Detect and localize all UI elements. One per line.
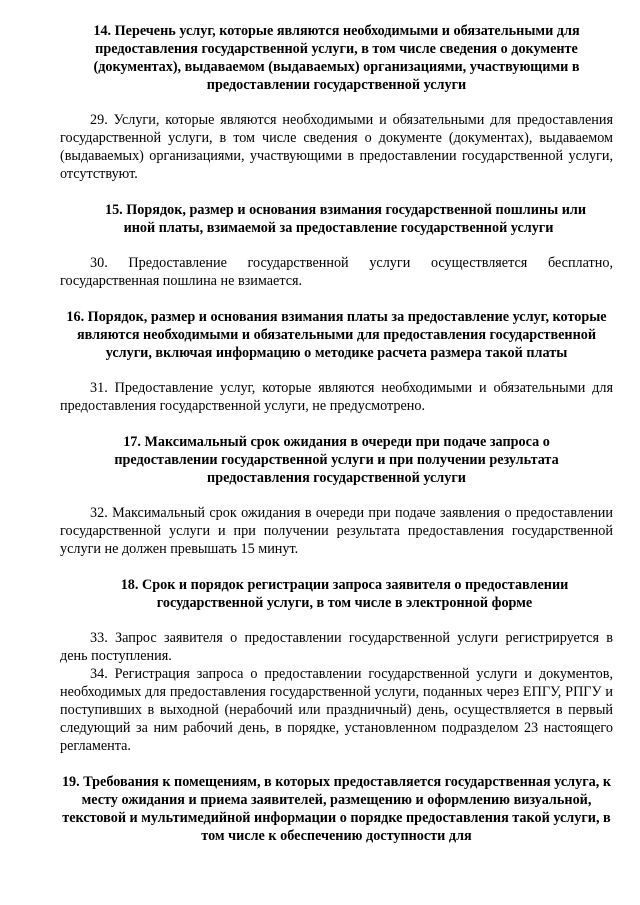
section-18-heading: 18. Срок и порядок регистрации запроса заявителя о предоставлении государственной услуги, в том числе в электронной форме (120, 577, 569, 611)
paragraph-29: 29. Услуги, которые являются необходимыми и обязательными для предоставления государственной услуги, в том числе сведения о документе (документах), выдаваемом (выдаваемых) организациями, участвующими в предоставлении государственной услуги, отсутствуют. (60, 112, 613, 182)
section-15-heading (60, 201, 613, 237)
paragraph-34: 34. Регистрация запроса о предоставлении государственной услуги и документов, необходимых для предоставления государственной услуги, поданных через ЕПГУ, РПГУ и поступивших в выходной (нерабочий или праздничный) день, осуществляется в первый следующий за ним рабочий день, в порядке, установленном подразделом 23 настоящего регламента. (60, 666, 613, 754)
paragraph-33: 33. Запрос заявителя о предоставлении государственной услуги регистрируется в день поступления. (60, 630, 613, 664)
document-page (60, 22, 613, 845)
section-15-heading-line1: 15. Порядок, размер и основания взимания государственной пошлины или (104, 202, 587, 218)
section-17-heading: 17. Максимальный срок ожидания в очереди при подаче запроса о предоставлении государственной услуги и при получении результата предоставления государственной услуги (114, 434, 559, 486)
section-16-heading: 16. Порядок, размер и основания взимания платы за предоставление услуг, которые являются необходимыми и обязательными для предоставления государственной услуги, включая информацию о методике расчета размера такой платы (66, 309, 607, 361)
section-15-heading-line2: иной платы, взимаемой за предоставление государственной услуги (123, 220, 554, 236)
paragraph-31: 31. Предоставление услуг, которые являются необходимыми и обязательными для предоставления государственной услуги, не предусмотрено. (60, 380, 613, 414)
paragraph-30: 30. Предоставление государственной услуги осуществляется бесплатно, государственная пошлина не взимается. (60, 255, 613, 289)
section-19-heading: 19. Требования к помещениям, в которых предоставляется государственная услуга, к месту ожидания и приема заявителей, размещению и оформлению визуальной, текстовой и мультимедийной информации о порядке предоставления такой услуги, в том числе к обеспечению доступности для (61, 774, 612, 844)
section-14-heading: 14. Перечень услуг, которые являются необходимыми и обязательными для предоставления государственной услуги, в том числе сведения о документе (документах), выдаваемом (выдаваемых) организациями, участвующими в предоставлении государственной услуги (93, 23, 580, 93)
paragraph-32: 32. Максимальный срок ожидания в очереди при подаче заявления о предоставлении государственной услуги и при получении результата предоставления государственной услуги не должен превышать 15 минут. (60, 505, 613, 557)
